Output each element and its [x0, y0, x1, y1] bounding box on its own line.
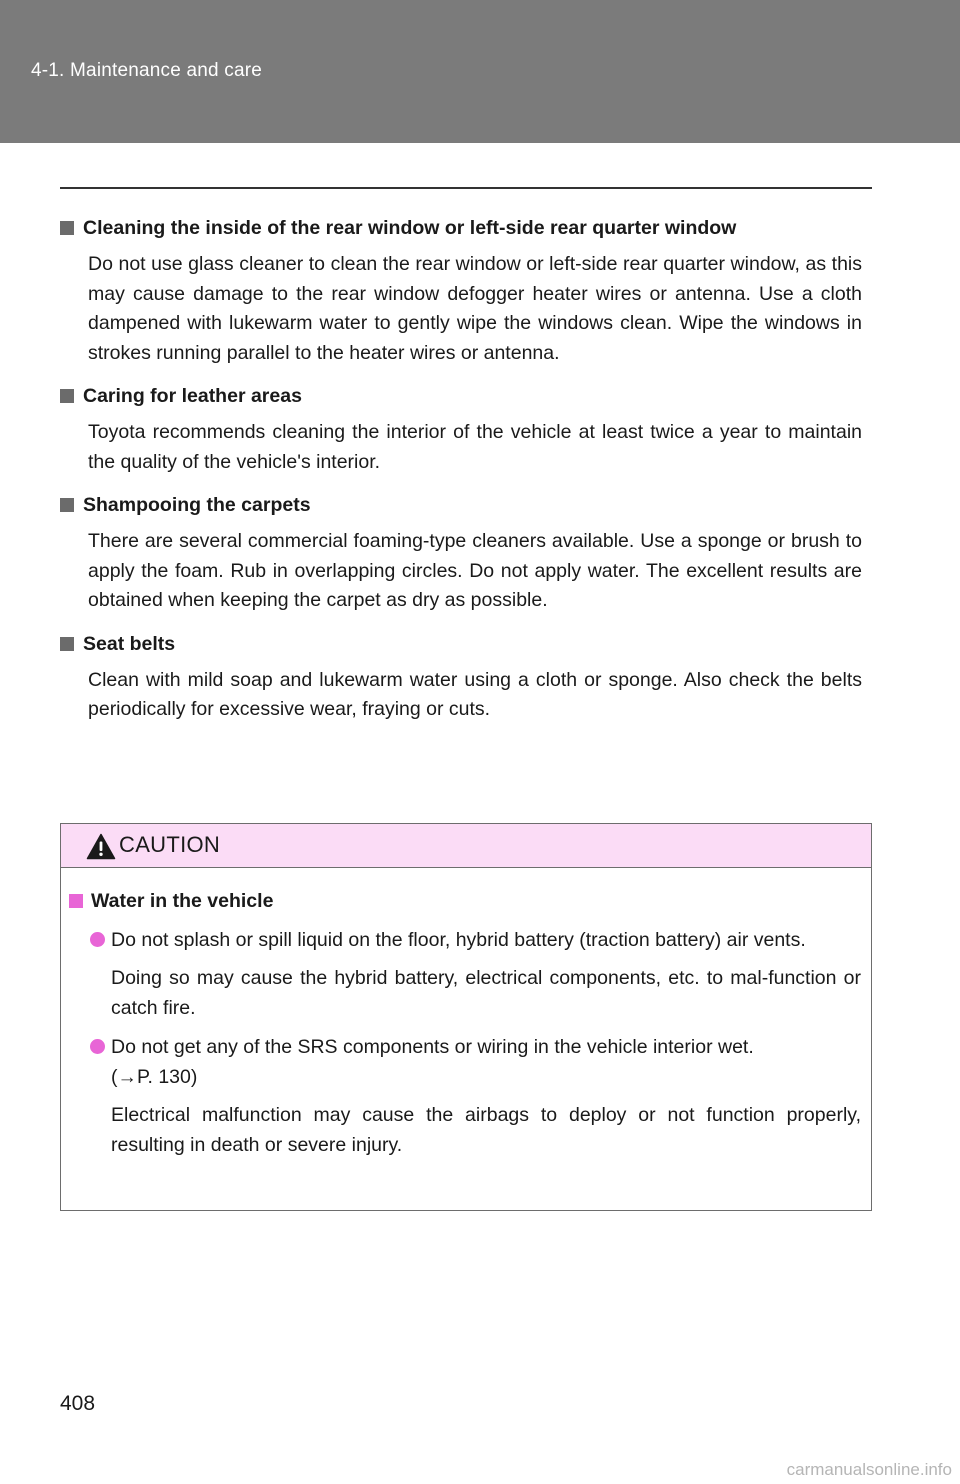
section-title: 4-1. Maintenance and care: [31, 60, 263, 81]
page-reference-link[interactable]: (→P. 130): [111, 1066, 198, 1088]
section-heading: Cleaning the inside of the rear window or left-side rear quarter window: [60, 212, 862, 244]
caution-item-text: Do not get any of the SRS components or wiring in the vehicle interior wet.: [111, 1036, 754, 1058]
page-number: 408: [60, 1392, 96, 1415]
section-carpets: [60, 489, 862, 616]
caution-section-heading: Water in the vehicle: [69, 886, 861, 916]
section-rear-window: [60, 212, 862, 368]
caution-box: [60, 823, 872, 1211]
watermark: carmanualsonline.info: [786, 1460, 952, 1479]
warning-triangle-icon: [86, 833, 116, 860]
caution-item: [69, 925, 861, 1023]
caution-item: [69, 1032, 861, 1160]
caution-body: [61, 868, 871, 1160]
section-heading: Caring for leather areas: [60, 380, 862, 412]
square-bullet-icon: [60, 498, 74, 512]
caution-title: CAUTION: [119, 832, 221, 857]
header-divider: [60, 187, 872, 189]
caution-item-note: Doing so may cause the hybrid battery, electrical components, etc. to mal-function or catch fire.: [111, 967, 861, 1019]
pink-dot-bullet-icon: [90, 932, 105, 947]
section-text: Toyota recommends cleaning the interior of the vehicle at least twice a year to maintain the quality of the vehicle's interior.: [88, 421, 862, 473]
page-header: [0, 0, 960, 143]
section-text: There are several commercial foaming-type cleaners available. Use a sponge or brush to apply the foam. Rub in overlapping circles. Do not apply water. The excellent results are obtained when keeping the carpet as dry as possible.: [88, 530, 862, 611]
section-text: Clean with mild soap and lukewarm water using a cloth or sponge. Also check the belts periodically for excessive wear, fraying or cuts.: [88, 668, 862, 720]
section-heading: Shampooing the carpets: [60, 489, 862, 521]
caution-header: [61, 824, 871, 868]
pink-dot-bullet-icon: [90, 1039, 105, 1054]
section-text: Do not use glass cleaner to clean the rear window or left-side rear quarter window, as this may cause damage to the rear window defogger heater wires or antenna. Use a cloth dampened with lukewarm water to gently wipe the windows clean. Wipe the windows in strokes running parallel to the heater wires or antenna.: [88, 253, 862, 364]
section-heading: Seat belts: [60, 628, 862, 660]
square-bullet-icon: [60, 637, 74, 651]
pink-square-bullet-icon: [69, 894, 83, 908]
caution-item-note: Electrical malfunction may cause the airbags to deploy or not function properly, resulting in death or severe injury.: [111, 1104, 861, 1156]
section-seat-belts: [60, 628, 862, 725]
caution-item-text: Do not splash or spill liquid on the floor, hybrid battery (traction battery) air vents.: [111, 929, 806, 951]
main-content: [60, 212, 862, 737]
section-leather: [60, 380, 862, 477]
square-bullet-icon: [60, 389, 74, 403]
square-bullet-icon: [60, 221, 74, 235]
